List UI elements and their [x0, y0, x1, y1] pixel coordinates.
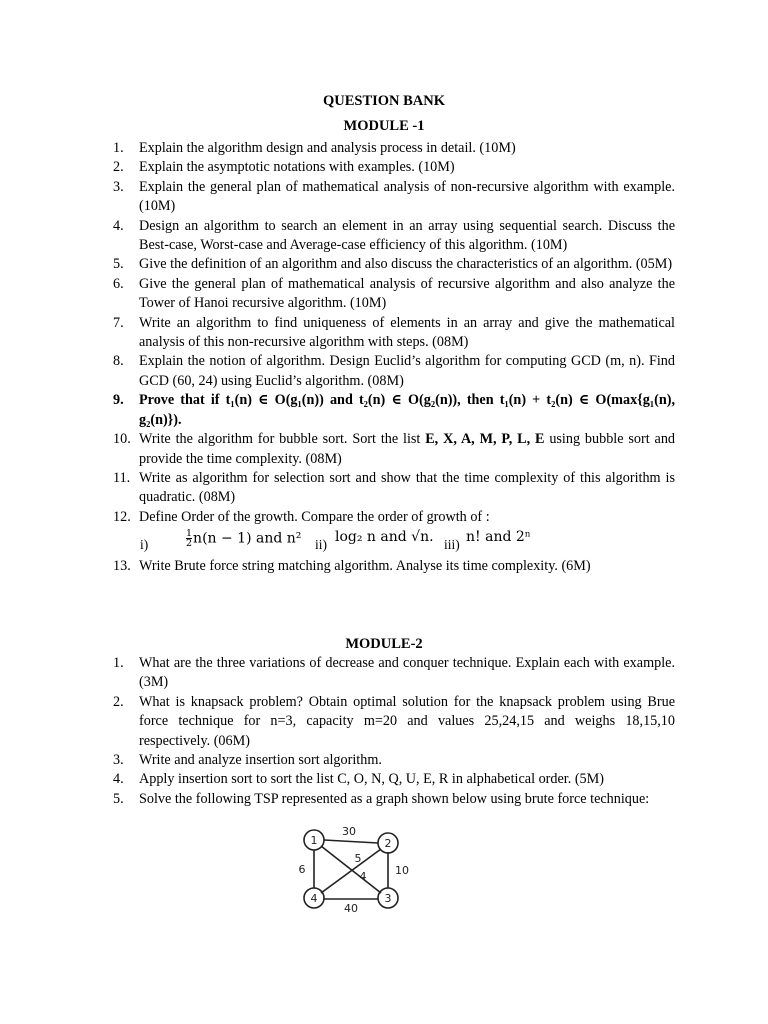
- question-number: 2.: [113, 693, 124, 710]
- part-label: i): [140, 537, 149, 553]
- graph-node-label: 1: [310, 834, 318, 847]
- question-item: [113, 255, 675, 274]
- graph-edge-weight: 40: [344, 902, 358, 915]
- question-text: Write an algorithm to find uniqueness of elements in an array and give the mathematical analysis of this non-recursive algorithm with steps. (08M): [139, 314, 675, 351]
- question-number: 6.: [113, 275, 124, 292]
- graph-node-label: 4: [310, 892, 318, 905]
- question-number: 5.: [113, 256, 124, 273]
- graph-edge-weight: 10: [395, 864, 409, 877]
- graph-edge-weight: 30: [342, 825, 356, 838]
- question-text: Write as algorithm for selection sort and show that the time complexity of this algorithm is quadratic. (08M): [139, 469, 675, 506]
- question-number: 5.: [113, 790, 124, 807]
- question-text: What is knapsack problem? Obtain optimal solution for the knapsack problem using Brue force technique for n=3, capacity m=20 and values 25,24,15 and weighs 18,15,10 respectively. (06M): [139, 693, 675, 749]
- question-item: [113, 790, 675, 809]
- question-item: [113, 693, 675, 751]
- question-text: Write Brute force string matching algorithm. Analyse its time complexity. (6M): [139, 558, 591, 575]
- question-item: [113, 314, 675, 353]
- tsp-graph-figure: [290, 824, 420, 920]
- question-item: [113, 178, 675, 217]
- module-1-question-list: [113, 139, 675, 577]
- question-item: [113, 430, 675, 469]
- question-item: [113, 352, 675, 391]
- question-item: [113, 391, 675, 430]
- question-item: [113, 158, 675, 177]
- question-item: [113, 654, 675, 693]
- module-2-heading: MODULE-2: [345, 636, 423, 652]
- question-number: 2.: [113, 159, 124, 176]
- sort-list-letters: E, X, A, M, P, L, E: [425, 431, 545, 448]
- question-item: [113, 770, 675, 789]
- module-2-question-list: [113, 654, 675, 809]
- question-number: 4.: [113, 217, 124, 234]
- question-text: What are the three variations of decrease and conquer technique. Explain each with example. (3M): [139, 655, 675, 691]
- question-text: Explain the algorithm design and analysis process in detail. (10M): [139, 140, 516, 156]
- question-text: Explain the general plan of mathematical analysis of non-recursive algorithm with example. (10M): [139, 178, 675, 215]
- math-expression: log₂ n and √n.: [335, 529, 434, 546]
- question-text-part: using bubble sort and provide the time complexity. (08M): [139, 431, 676, 467]
- graph-edge-weight: 4: [359, 870, 367, 883]
- question-text: Solve the following TSP represented as a graph shown below using brute force technique:: [139, 790, 650, 807]
- question-number: 13.: [113, 558, 131, 575]
- module-1-heading: MODULE -1: [343, 118, 425, 134]
- graph-node-label: 3: [384, 892, 392, 905]
- growth-comparison-row: [113, 527, 675, 557]
- fraction: [186, 529, 192, 548]
- question-text: Design an algorithm to search an element in an array using sequential search. Discuss the Best-case, Worst-case and Average-case efficiency of this algorithm. (10M): [139, 217, 675, 254]
- math-expression: n! and 2ⁿ: [466, 529, 531, 546]
- question-text: Write and analyze insertion sort algorithm.: [139, 752, 382, 769]
- expression-text: n(n − 1) and n²: [193, 530, 302, 547]
- question-item: [113, 217, 675, 256]
- math-expression: [186, 529, 301, 548]
- question-item: [113, 751, 675, 770]
- question-number: 12.: [113, 508, 131, 525]
- question-number: 1.: [113, 655, 124, 671]
- question-text: Give the definition of an algorithm and also discuss the characteristics of an algorithm. (05M): [139, 256, 673, 273]
- fraction-numerator: 1: [186, 528, 193, 540]
- graph-edge-weight: 6: [298, 863, 306, 876]
- fraction-denominator: 2: [186, 538, 193, 550]
- question-text: Explain the notion of algorithm. Design Euclid’s algorithm for computing GCD (m, n). Find GCD (60, 24) using Euclid’s algorithm. (08M): [139, 353, 675, 389]
- graph-node-label: 2: [384, 837, 392, 850]
- part-label: iii): [444, 537, 460, 553]
- question-item: [113, 508, 675, 527]
- graph-edge: [324, 840, 378, 843]
- question-text: Apply insertion sort to sort the list C, O, N, Q, U, E, R in alphabetical order. (5M): [139, 771, 604, 788]
- question-text: Define Order of the growth. Compare the order of growth of :: [139, 508, 490, 525]
- question-number: 3.: [113, 178, 124, 195]
- question-number: 7.: [113, 314, 124, 331]
- part-label: ii): [315, 537, 327, 553]
- question-item: [113, 557, 675, 576]
- graph-edge-weight: 5: [354, 852, 362, 865]
- question-number: 3.: [113, 752, 124, 769]
- question-item: [113, 139, 675, 158]
- question-text-part: Write the algorithm for bubble sort. Sort the list: [139, 431, 426, 448]
- question-number: 1.: [113, 140, 124, 156]
- question-text: [139, 430, 675, 469]
- question-number: 10.: [113, 431, 131, 448]
- question-text: Explain the asymptotic notations with examples. (10M): [139, 159, 455, 176]
- question-text: Prove that if t₁(n) ∈ O(g₁(n)) and t₂(n) ∈ O(g₂(n)), then t₁(n) + t₂(n) ∈ O(max{g₁(n), g₂(n)}).: [139, 392, 675, 428]
- question-item: [113, 275, 675, 314]
- doc-title: QUESTION BANK: [322, 93, 446, 109]
- question-number: 4.: [113, 771, 124, 788]
- question-item: [113, 469, 675, 508]
- question-text: Give the general plan of mathematical analysis of recursive algorithm and also analyze the Tower of Hanoi recursive algorithm. (10M): [139, 275, 675, 312]
- question-number: 8.: [113, 353, 124, 370]
- question-number: 11.: [113, 469, 131, 486]
- question-number: 9.: [113, 392, 124, 409]
